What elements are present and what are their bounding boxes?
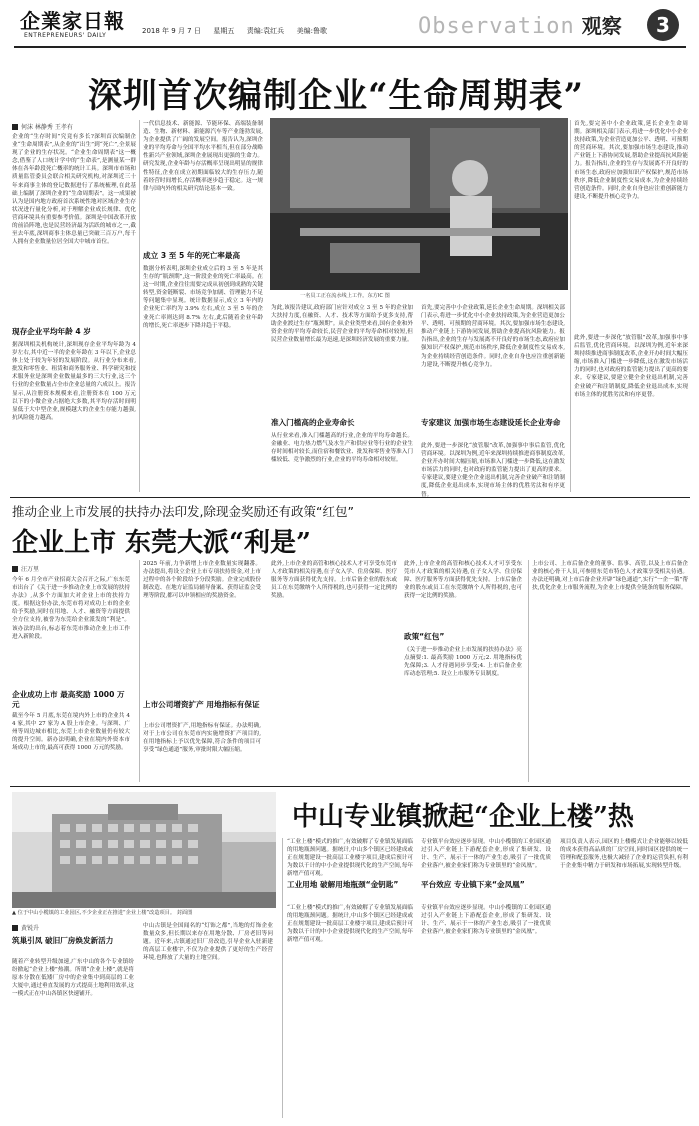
article2-subhead-2: 上市公司增资扩产 用地指标有保证 (143, 700, 260, 709)
article1-col4b-text: 此外,要进一步深化“放管服”改革,加强事中事后监管,优化营商环境。以深圳为例,近年来深圳持续推进商事制度改革,企业开办时间大幅压缩,市场准入门槛进一步降低,这在激发市场活力的同时,也对政府的监管能力提出了更高的要求。专家建议,要建立健全企业退出机制,完善企业破产和注销制度,降低企业退出成本,实现市场主体的优胜劣汰和有序更替。 (574, 335, 688, 398)
article1-subhead-4: 专家建议 加强市场生态建设延长企业寿命 (421, 418, 561, 427)
article1-col1b-text: 据深圳相关机构统计,深圳现存企业平均年龄为 4 岁左右,其中近一半的企业年龄在 3 年以下,企业总体上处于较为年轻的发展阶段。从行业分布来看,批发和零售业、租赁和商务服务业、科学研究和技术服务业是深圳企业数量最多的三大行业,这三个行业的企业数量占全市企业总量的六成以上。报告显示,从注册资本规模来看,注册资本在 100 万元以下的小微企业占据绝大多数,其平均存活时间明显低于大中型企业,规模越大的企业生存能力越强,抗风险能力越高。 (12, 342, 136, 421)
article3-col5-text: 项目负责人表示,园区的上楼模式让企业能够以较低的成本获得高品质的厂房空间,同时园区提供的统一管理和配套服务,也极大减轻了企业的运营负担,有利于企业集中精力于研发和市场拓展,实现转型升级。 (560, 839, 688, 870)
article1-subhead-2: 成立 3 至 5 年的死亡率最高 (143, 251, 241, 260)
article2-col3-text: 2025 年前,力争新增上市企业数量实现翻番。办法提出,将设立企业上市专项扶持资金,对上市过程中的各个阶段给予分段奖励。企业完成股份制改造、在地方证监局辅导备案、获得证监会受理等阶段,都可以申领相应的奖励资金。 (143, 561, 261, 600)
masthead (0, 0, 699, 50)
paper-name-en: ENTREPRENEURS' DAILY (24, 32, 107, 39)
column-divider (570, 120, 571, 492)
article1-subhead-1: 现存企业平均年龄 4 岁 (12, 327, 91, 336)
byline-marker (12, 124, 18, 130)
article1-byline: 何沫 林静秀 王孝有 (12, 122, 73, 131)
article1-col1-text: 企业的“生存时间”究竟有多长?深圳首次编制企业“生命周期表”,从企业的“出生”到“死亡”,全景展现了企业的生存状况。“企业生命周期表”这一概念,借鉴了人口统计学中的“生命表”,是测量某一群体在各年龄段死亡概率的统计工具。深圳市市场和质量监管委员会联合相关研究机构,对深圳近三十年来商事主体的登记数据进行了系统梳理,在此基础上编制了深圳企业的“生命周期表”。这一成果被认为是国内地方政府首次系统性地对区域企业生存状况进行量化分析,对于理解企业成长规律、优化营商环境具有重要参考价值。深圳是中国改革开放的前沿阵地,也是民营经济最为活跃的城市之一,截至去年底,深圳商事主体总量已突破三百万户,每千人拥有企业数量位居全国大中城市首位。 (12, 134, 136, 246)
article3-col3b-text: “工业上楼”模式的推广,有效破解了专业镇发展面临的用地瓶颈问题。据统计,中山多个镇区已经建成或正在规划建设一批高层工业楼宇项目,建成后预计可为数以千计的中小企业提供现代化的生产空间,每年新增产值可观。 (287, 905, 413, 944)
section-en: Observation (418, 14, 575, 39)
column-divider (139, 120, 140, 492)
article3-subhead-2: 工业用地 破解用地瓶颈“金钥匙” (287, 880, 399, 889)
article2-byline: 汪万里 (12, 564, 39, 573)
article1-col3c-text: 首先,要完善中小企业政策,延长企业生命周期。深圳相关部门表示,将进一步优化中小企业扶持政策,为企业营造更加公平、透明、可预期的营商环境。其次,要加强市场生态建设,推动产业链上下游协同发展,帮助企业提高抗风险能力。报告指出,企业的生存与发展离不开良好的市场生态,政府应加强知识产权保护,规范市场秩序,降低企业制度性交易成本,为企业持续经营创造条件。同时,企业自身也应注重创新能力建设,不断提升核心竞争力。 (421, 305, 565, 368)
article1-col3b-text: 从行业来看,准入门槛越高的行业,企业的平均寿命越长。金融业、电力热力燃气及水生产和供应业等行业的企业生存时间相对较长,而住宿和餐饮业、批发和零售业等准入门槛较低、竞争激烈的行业,企业的平均寿命相对较短。 (271, 433, 413, 464)
article1-photo (270, 118, 568, 290)
article3-photo (12, 792, 276, 908)
article2-col7-text: 上市公司、上市后备企业的董事、监事、高管,以及上市后备企业的核心骨干人员,可参照东莞市特色人才政策享受相关待遇。办法还明确,对上市后备企业开辟“绿色通道”,实行“一企一策”帮扶,优化企业上市服务流程,为企业上市提供全链条的服务保障。 (532, 561, 688, 592)
article3-col2-text: 中山古镇是全国闻名的“灯饰之都”,当地的灯饰企业数量众多,但长期以来存在用地分散、厂房老旧等问题。近年来,古镇通过旧厂房改造,引导企业入驻新建的高层工业楼宇,不仅为企业提供了更好的生产经营环境,也释放了大量的土地空间。 (143, 923, 273, 962)
industrial-building-photo (12, 792, 276, 908)
article1-col3-text: 为此,该报告建议,政府部门应针对成立 3 至 5 年的企业加大扶持力度,在融资、人才、技术等方面给予更多支持,帮助企业渡过生存“瓶颈期”。从企业类型来看,国有企业和外资企业的平均寿命较长,民营企业的平均寿命相对较短,但民营企业数量增长最为迅速,是深圳经济发展的重要力量。 (271, 305, 413, 344)
article3-photo-caption: ▲ 位于中山小榄镇的工业园区,不少企业正在推进“企业上楼”改造项目。 封面图 (12, 910, 193, 916)
factory-worker-photo (270, 118, 568, 290)
article1-col2b-text: 数据分析表明,深圳企业成立后的 3 至 5 年是其生存的“瓶颈期”,这一阶段企业的死亡率最高。在这一时期,企业往往需要完成从初创到成熟的关键转型,资金链断裂、市场竞争加剧、管理能力不足等问题集中显现。统计数据显示,成立 3 年内的企业死亡率约为 3.9% 左右,成立 3 至 5 年的企业死亡率则达到 8.7% 左右,此后随着企业年龄的增长,死亡率逐步下降并趋于平稳。 (143, 266, 263, 329)
article2-subhead-1: 企业成功上市 最高奖励 1000 万元 (12, 690, 125, 709)
page-number: 3 (656, 13, 670, 37)
article1-photo-caption: 一名员工正在流水线上工作。东方IC 图 (300, 293, 390, 299)
article3-col3-text: “工业上楼”模式的推广,有效破解了专业镇发展面临的用地瓶颈问题。据统计,中山多个镇区已经建成或正在规划建设一批高层工业楼宇项目,建成后预计可为数以千计的中小企业提供现代化的生产空间,每年新增产值可观。 (287, 839, 413, 878)
paper-name: 企業家日報 (20, 9, 125, 33)
issue-editor: 责编:袁红兵 (246, 27, 285, 35)
article1-subhead-3: 准入门槛高的企业寿命长 (271, 418, 355, 427)
issue-date: 2018 年 9 月 7 日 (142, 27, 201, 35)
article2-col2-text: 截至今年 5 月底,东莞在境内外上市的企业共 44 家,其中 27 家为 A 股上市企业。与深圳、广州等周边城市相比,东莞上市企业数量仍有较大的提升空间。新办法明确,企业在境内外资本市场成功上市的,最高可获得 1000 万元的奖励。 (12, 713, 130, 752)
article1-col3d-text: 此外,要进一步深化“放管服”改革,加强事中事后监管,优化营商环境。以深圳为例,近年来深圳持续推进商事制度改革,企业开办时间大幅压缩,市场准入门槛进一步降低,这在激发市场活力的同时,也对政府的监管能力提出了更高的要求。专家建议,要建立健全企业退出机制,完善企业破产和注销制度,降低企业退出成本,实现市场主体的优胜劣汰和有序更替。 (421, 443, 565, 498)
section-cn: 观察 (581, 14, 622, 38)
column-divider (528, 560, 529, 782)
article3-col1-text: 随着产业转型升级加速,广东中山的各个专业镇纷纷掀起“企业上楼”热潮。所谓“企业上楼”,就是将原本分散在低矮厂房中的企业集中到高层的工业大厦中,通过垂直发展的方式提高土地利用效率,这一模式正在中山各镇区快速铺开。 (12, 959, 134, 998)
article3-col4b-text: 专业镇平台效应逐步显现。中山小榄镇的工业园区通过引入产业链上下游配套企业,形成了集研发、设计、生产、展示于一体的产业生态,吸引了一批优质企业落户,被企业家们称为专业镇里的“金凤凰”。 (421, 905, 551, 936)
article1-headline: 深圳首次编制企业“生命周期表” (88, 76, 585, 116)
article3-subhead-1: 筑巢引凤 破旧厂房焕发新活力 (12, 936, 114, 945)
article1-col2-text: 一代信息技术、新能源、节能环保、高端装备制造、生物、新材料、新能源汽车等产业蓬勃发展,为企业提供了广阔的发展空间。报告认为,深圳企业的平均寿命与全国平均水平相当,但在部分战略性新兴产业领域,深圳企业展现出更强的生命力。研究发现,企业年龄与存活概率呈现出明显的规律性特征,企业在成立初期面临较大的生存压力,随着经营时间增长,存活概率逐步趋于稳定。这一规律与国内外的相关研究结论基本一致。 (143, 121, 263, 192)
column-divider (282, 838, 283, 1118)
article1-bottom-rule (10, 497, 690, 498)
article3-byline: 黄锐升 (12, 923, 39, 932)
article2-headline: 企业上市 东莞大派“利是” (12, 528, 311, 558)
article2-col5b-text: 此外,上市企业的高管和核心技术人才可享受东莞市人才政策的相关待遇,在子女入学、住房保障、医疗服务等方面获得优先支持。上市后备企业的股东或员工在东莞缴纳个人所得税的,也可获得一定比例的奖励。 (404, 561, 522, 600)
byline-marker (12, 566, 18, 572)
issue-designer: 美编:鲁歌 (296, 27, 327, 35)
article2-col1-text: 今年 6 月全市产业招商大会召开之际,广东东莞市出台了《关于进一步推动企业上市发展的扶持办法》,从多个方面加大对企业上市的扶持力度。根据这份办法,东莞市将对成功上市的企业给予奖励,同时在用地、人才、融资等方面提供全方位支持,被誉为东莞给企业派发的“利是”。该办法的出台,标志着东莞市推动企业上市工作进入新阶段。 (12, 577, 130, 640)
masthead-rule (14, 46, 686, 48)
article2-subhead-3: 政策“红包” (404, 632, 445, 641)
article2-col5-text: 此外,上市企业的高管和核心技术人才可享受东莞市人才政策的相关待遇,在子女入学、住房保障、医疗服务等方面获得优先支持。上市后备企业的股东或员工在东莞缴纳个人所得税的,也可获得一定比例的奖励。 (271, 561, 397, 600)
article1-col4-text: 首先,要完善中小企业政策,延长企业生命周期。深圳相关部门表示,将进一步优化中小企业扶持政策,为企业营造更加公平、透明、可预期的营商环境。其次,要加强市场生态建设,推动产业链上下游协同发展,帮助企业提高抗风险能力。报告指出,企业的生存与发展离不开良好的市场生态,政府应加强知识产权保护,规范市场秩序,降低企业制度性交易成本,为企业持续经营创造条件。同时,企业自身也应注重创新能力建设,不断提升核心竞争力。 (574, 121, 688, 200)
article3-headline: 中山专业镇掀起“企业上楼”热 (292, 802, 634, 832)
article3-col4-text: 专业镇平台效应逐步显现。中山小榄镇的工业园区通过引入产业链上下游配套企业,形成了集研发、设计、生产、展示于一体的产业生态,吸引了一批优质企业落户,被企业家们称为专业镇里的“金凤凰”。 (421, 839, 551, 870)
article2-bottom-rule (10, 786, 690, 787)
page-number-badge (647, 9, 679, 41)
column-divider (139, 560, 140, 782)
article2-col4-text: 上市公司增资扩产,用地指标有保证。办法明确,对于上市公司在东莞市内实施增资扩产项目的,在用地指标上予以优先保障,符合条件的项目可享受“绿色通道”服务,审批时限大幅压缩。 (143, 723, 261, 754)
issue-info (142, 26, 327, 36)
section-label (418, 10, 622, 39)
article2-col6-text: 《关于进一步推动企业上市发展的扶持办法》亮点摘要:1. 最高奖励 1000 万元;2. 用地指标优先保障;3. 人才待遇同步享受;4. 上市后备企业库动态管理;5. 设立上市服务专员制度。 (404, 647, 522, 678)
byline-marker (12, 925, 18, 931)
article3-subhead-3: 平台效应 专业镇下来“金凤凰” (421, 880, 525, 889)
issue-weekday: 星期五 (213, 27, 235, 35)
article2-kicker: 推动企业上市发展的扶持办法印发,除现金奖励还有政策“红包” (12, 504, 354, 519)
